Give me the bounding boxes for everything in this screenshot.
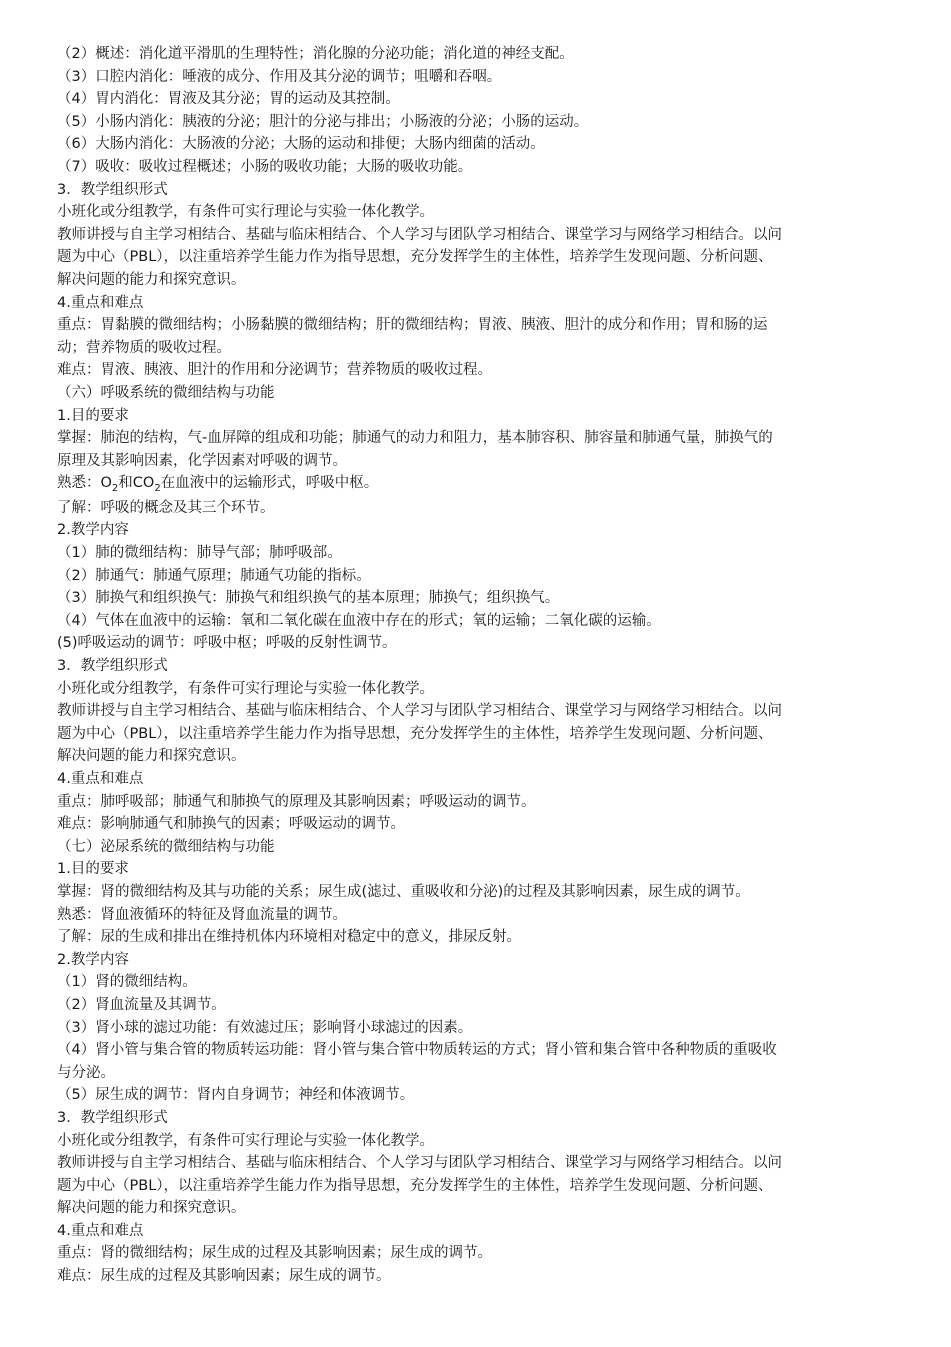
text-line: 重点：肺呼吸部；肺通气和肺换气的原理及其影响因素；呼吸运动的调节。 <box>57 793 536 810</box>
text-line: 题为中心（PBL），以注重培养学生能力作为指导思想，充分发挥学生的主体性，培养学生发现问题、分析问题、 <box>57 1177 773 1194</box>
text-line: 教师讲授与自主学习相结合、基础与临床相结合、个人学习与团队学习相结合、课堂学习与网络学习相结合。以问 <box>57 1155 782 1172</box>
text-line: （4）肾小管与集合管的物质转运功能：肾小管与集合管中物质转运的方式；肾小管和集合管中各种物质的重吸收 <box>57 1042 777 1059</box>
text-line: （3）口腔内消化：唾液的成分、作用及其分泌的调节；咀嚼和吞咽。 <box>57 68 502 85</box>
text-line: 难点：影响肺通气和肺换气的因素；呼吸运动的调节。 <box>57 816 405 833</box>
text-line: （2）肺通气：肺通气原理；肺通气功能的指标。 <box>57 567 371 584</box>
text-line: （3）肾小球的滤过功能：有效滤过压；影响肾小球滤过的因素。 <box>57 1019 473 1036</box>
section-heading: 4.重点和难点 <box>57 771 144 787</box>
section-heading: 1.目的要求 <box>57 861 129 878</box>
section-heading: 4.重点和难点 <box>57 1222 144 1239</box>
text-line: 重点：肾的微细结构；尿生成的过程及其影响因素；尿生成的调节。 <box>57 1245 492 1262</box>
section-heading: 3．教学组织形式 <box>57 1109 168 1126</box>
text-line: 动；营养物质的吸收过程。 <box>57 339 231 356</box>
chapter-heading: （六）呼吸系统的微细结构与功能 <box>57 384 275 401</box>
section-heading: 3．教学组织形式 <box>57 181 168 198</box>
familiar-line <box>57 472 903 497</box>
text-line: （2）概述：消化道平滑肌的生理特性；消化腺的分泌功能；消化道的神经支配。 <box>57 46 574 62</box>
text-line: （3）肺换气和组织换气：肺换气和组织换气的基本原理；肺换气；组织换气。 <box>57 590 560 607</box>
text-line: 难点：尿生成的过程及其影响因素；尿生成的调节。 <box>57 1268 391 1285</box>
text-line: 掌握：肾的微细结构及其与功能的关系；尿生成(滤过、重吸收和分泌)的过程及其影响因素，尿生成的调节。 <box>57 883 750 900</box>
text-line: （4）气体在血液中的运输：氧和二氧化碳在血液中存在的形式；氧的运输；二氧化碳的运输。 <box>57 612 661 629</box>
text-line: 掌握：肺泡的结构，气-血屏障的组成和功能；肺通气的动力和阻力，基本肺容积、肺容量和肺通气量，肺换气的 <box>57 430 773 447</box>
section-heading: 4.重点和难点 <box>57 294 144 311</box>
text-line: （5）尿生成的调节：肾内自身调节；神经和体液调节。 <box>57 1087 415 1104</box>
text-line: 熟悉：肾血液循环的特征及肾血流量的调节。 <box>57 906 347 923</box>
text-line: 教师讲授与自主学习相结合、基础与临床相结合、个人学习与团队学习相结合、课堂学习与网络学习相结合。以问 <box>57 226 782 243</box>
text-line: 小班化或分组教学，有条件可实行理论与实验一体化教学。 <box>57 680 434 697</box>
text-line: 重点：胃黏膜的微细结构；小肠黏膜的微细结构；肝的微细结构；胃液、胰液、胆汁的成分和作用；胃和肠的运 <box>57 317 768 334</box>
familiar-prefix: 熟悉：O <box>57 475 112 492</box>
text-line: （7）吸收：吸收过程概述；小肠的吸收功能；大肠的吸收功能。 <box>57 158 473 175</box>
text-line: 解决问题的能力和探究意识。 <box>57 271 246 288</box>
text-line: 难点：胃液、胰液、胆汁的作用和分泌调节；营养物质的吸收过程。 <box>57 362 492 379</box>
text-line: 题为中心（PBL），以注重培养学生能力作为指导思想，充分发挥学生的主体性，培养学生发现问题、分析问题、 <box>57 725 773 742</box>
text-line: （1）肾的微细结构。 <box>57 974 197 991</box>
text-line: 小班化或分组教学，有条件可实行理论与实验一体化教学。 <box>57 1132 434 1149</box>
text-line: （6）大肠内消化：大肠液的分泌；大肠的运动和排便；大肠内细菌的活动。 <box>57 136 545 153</box>
section-heading: 2.教学内容 <box>57 522 129 539</box>
text-line: (5)呼吸运动的调节：呼吸中枢；呼吸的反射性调节。 <box>57 635 397 652</box>
text-line: 了解：尿的生成和排出在维持机体内环境相对稳定中的意义，排尿反射。 <box>57 929 521 946</box>
text-line: 教师讲授与自主学习相结合、基础与临床相结合、个人学习与团队学习相结合、课堂学习与网络学习相结合。以问 <box>57 703 782 720</box>
text-line: 与分泌。 <box>57 1064 115 1081</box>
text-line: 解决问题的能力和探究意识。 <box>57 1200 246 1217</box>
text-line: 小班化或分组教学，有条件可实行理论与实验一体化教学。 <box>57 204 434 221</box>
subscript: 2 <box>111 483 119 495</box>
chapter-heading: （七）泌尿系统的微细结构与功能 <box>57 838 275 855</box>
text-line: 了解：呼吸的概念及其三个环节。 <box>57 499 275 516</box>
document-body <box>57 43 903 1288</box>
familiar-suffix: 在血液中的运输形式，呼吸中枢。 <box>160 475 379 492</box>
text-line: （5）小肠内消化：胰液的分泌；胆汁的分泌与排出；小肠液的分泌；小肠的运动。 <box>57 113 589 130</box>
text-line: 解决问题的能力和探究意识。 <box>57 748 246 765</box>
text-line: （2）肾血流量及其调节。 <box>57 996 226 1013</box>
text-line: （1）肺的微细结构：肺导气部；肺呼吸部。 <box>57 545 342 562</box>
text-line: 原理及其影响因素，化学因素对呼吸的调节。 <box>57 452 347 469</box>
section-heading: 2.教学内容 <box>57 951 129 968</box>
section-heading: 1.目的要求 <box>57 407 129 424</box>
familiar-mid: 和CO <box>118 475 155 492</box>
text-line: 题为中心（PBL），以注重培养学生能力作为指导思想，充分发挥学生的主体性，培养学生发现问题、分析问题、 <box>57 249 773 266</box>
text-line: （4）胃内消化：胃液及其分泌；胃的运动及其控制。 <box>57 91 400 108</box>
subscript: 2 <box>154 483 161 495</box>
section-heading: 3．教学组织形式 <box>57 658 168 675</box>
